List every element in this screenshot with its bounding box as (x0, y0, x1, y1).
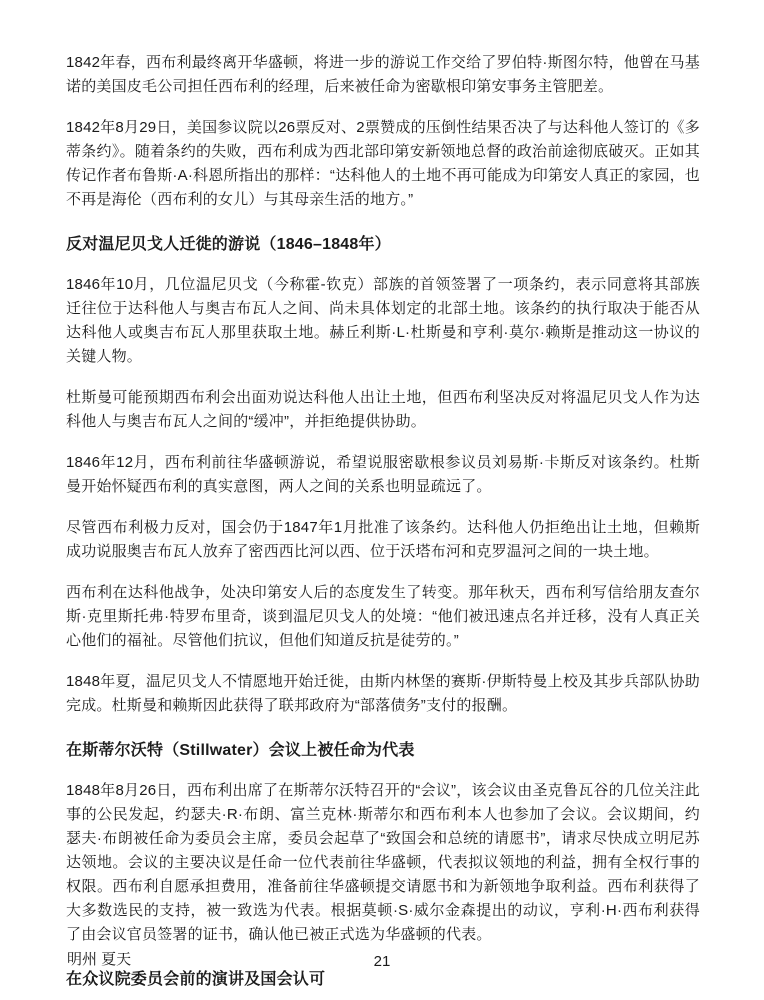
page-number: 21 (373, 953, 391, 970)
section-heading: 在众议院委员会前的演讲及国会认可 (66, 971, 326, 988)
paragraph: 1848年夏，温尼贝戈人不情愿地开始迁徙，由斯内林堡的赛斯·伊斯特曼上校及其步兵部队协助完成。杜斯曼和赖斯因此获得了联邦政府为“部落债务”支付的报酬。 (66, 673, 700, 714)
paragraph: 杜斯曼可能预期西布利会出面劝说达科他人出让土地，但西布利坚决反对将温尼贝戈人作为达科他人与奥吉布瓦人之间的“缓冲”，并拒绝提供协助。 (66, 389, 700, 430)
paragraph: 1846年12月，西布利前往华盛顿游说，希望说服密歇根参议员刘易斯·卡斯反对该条约。杜斯曼开始怀疑西布利的真实意图，两人之间的关系也明显疏远了。 (66, 454, 700, 495)
footer-book-title: 明州 夏天 (67, 951, 132, 968)
paragraph: 尽管西布利极力反对，国会仍于1847年1月批准了该条约。达科他人仍拒绝出让土地，但赖斯成功说服奥吉布瓦人放弃了密西西比河以西、位于沃塔布河和克罗温河之间的一块土地。 (66, 519, 700, 560)
section-heading: 反对温尼贝戈人迁徙的游说（1846–1848年） (66, 236, 391, 253)
paragraph: 1842年春，西布利最终离开华盛顿，将进一步的游说工作交给了罗伯特·斯图尔特，他曾在马基诺的美国皮毛公司担任西布利的经理，后来被任命为密歇根印第安事务主管肥差。 (66, 54, 700, 95)
section-heading: 在斯蒂尔沃特（Stillwater）会议上被任命为代表 (66, 742, 415, 759)
paragraph: 1848年8月26日，西布利出席了在斯蒂尔沃特召开的“会议”，该会议由圣克鲁瓦谷的几位关注此事的公民发起，约瑟夫·R·布朗、富兰克林·斯蒂尔和西布利本人也参加了会议。会议期间，约瑟夫·布朗被任命为委员会主席，委员会起草了“致国会和总统的请愿书”，请求尽快成立明尼苏达领地。会议的主要决议是任命一位代表前往华盛顿，代表拟议领地的利益，拥有全权行事的权限。西布利自愿承担费用，准备前往华盛顿提交请愿书和为新领地争取利益。西布利获得了大多数选民的支持，被一致选为代表。根据莫顿·S·威尔金森提出的动议，亨利·H·西布利获得了由会议官员签署的证书，确认他已被正式选为华盛顿的代表。 (66, 782, 700, 943)
page-footer (0, 948, 764, 972)
paragraph: 西布利在达科他战争，处决印第安人后的态度发生了转变。那年秋天，西布利写信给朋友查尔斯·克里斯托弗·特罗布里奇，谈到温尼贝戈人的处境：“他们被迅速点名并迁移，没有人真正关心他们的福祉。尽管他们抗议，但他们知道反抗是徒劳的。” (66, 584, 700, 649)
paragraph: 1842年8月29日，美国参议院以26票反对、2票赞成的压倒性结果否决了与达科他人签订的《多蒂条约》。随着条约的失败，西布利成为西北部印第安新领地总督的政治前途彻底破灭。正如其传记作者布鲁斯·A·科恩所指出的那样：“达科他人的土地不再可能成为印第安人真正的家园，也不再是海伦（西布利的女儿）与其母亲生活的地方。” (66, 119, 700, 208)
paragraph: 1846年10月，几位温尼贝戈（今称霍-钦克）部族的首领签署了一项条约，表示同意将其部族迁往位于达科他人与奥吉布瓦人之间、尚未具体划定的北部土地。该条约的执行取决于能否从达科他人或奥吉布瓦人那里获取土地。赫丘利斯·L·杜斯曼和亨利·莫尔·赖斯是推动这一协议的关键人物。 (66, 276, 700, 365)
